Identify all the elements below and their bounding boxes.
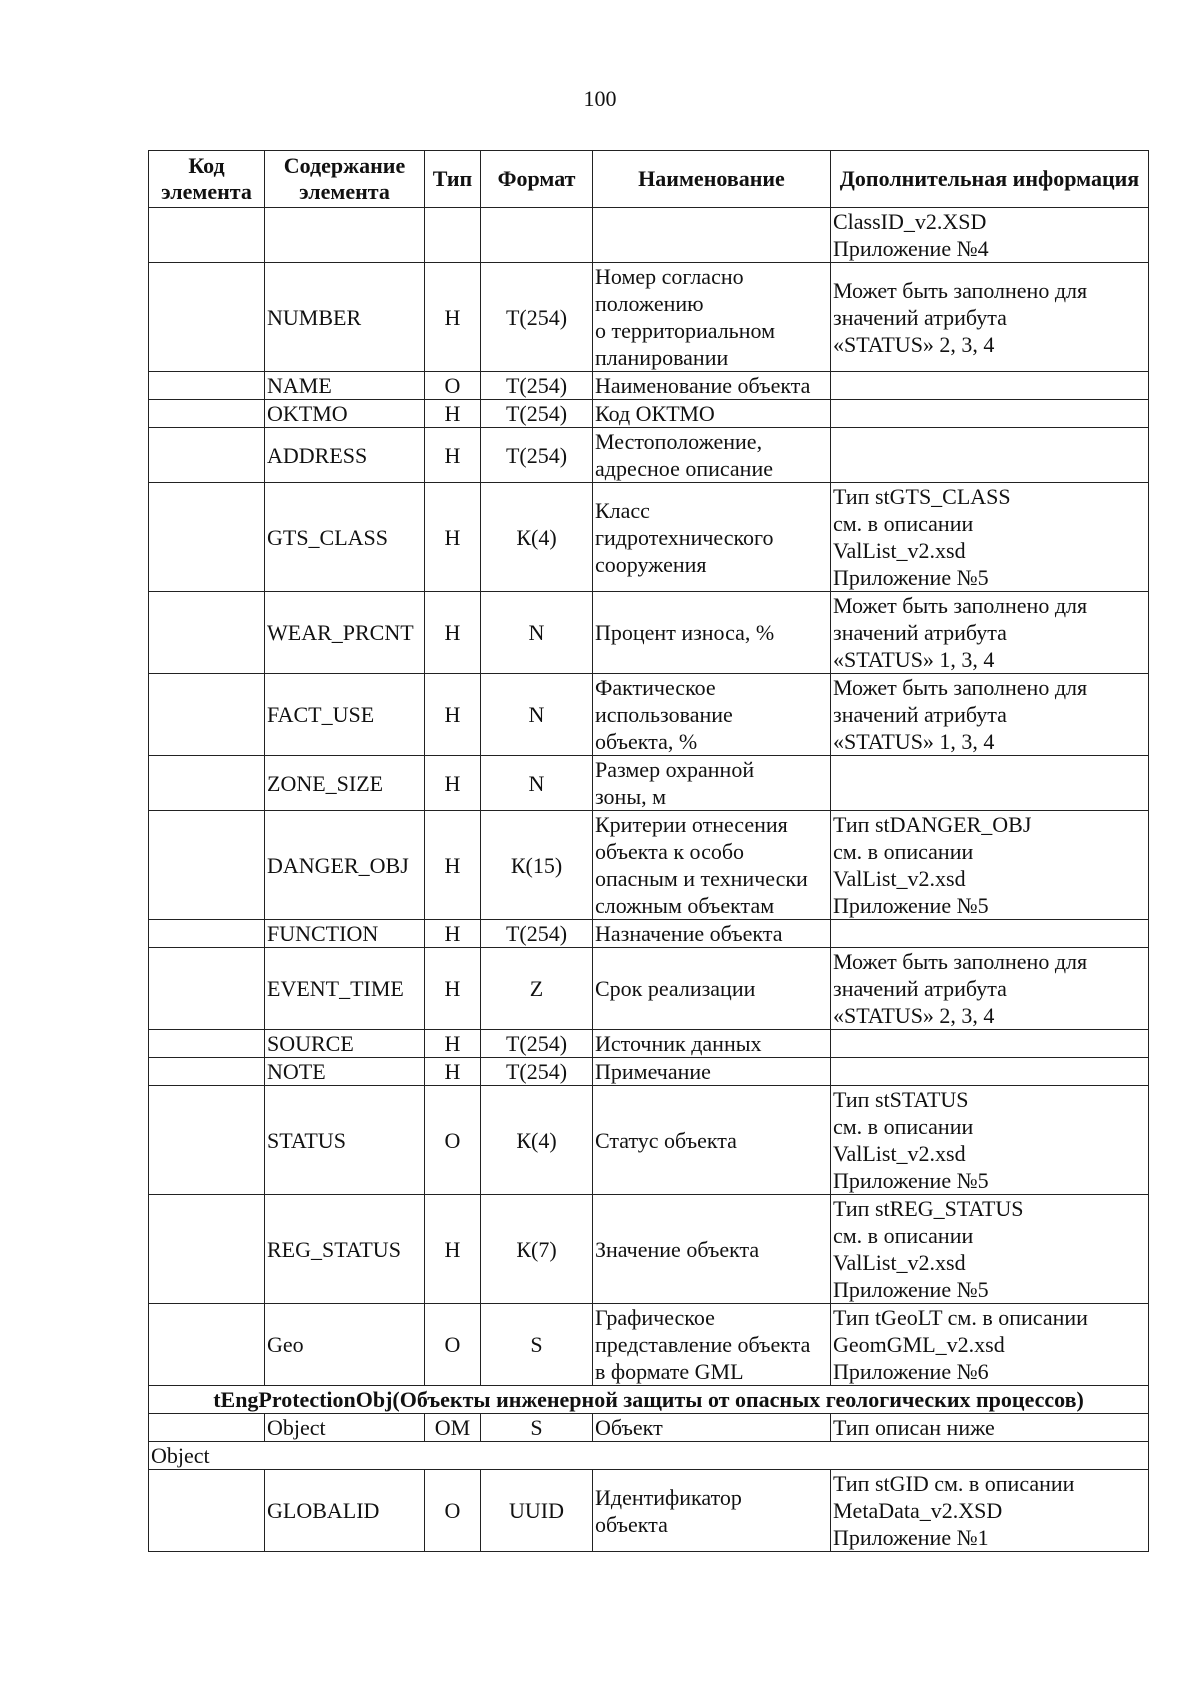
table-row [149,756,1149,811]
cell-type: Н [425,756,481,811]
cell-type: Н [425,674,481,756]
cell-format: N [481,674,593,756]
cell-format: Z [481,948,593,1030]
table-header [149,151,1149,208]
cell-content: ZONE_SIZE [265,756,425,811]
cell-type: Н [425,948,481,1030]
table-row [149,263,1149,372]
table-row [149,428,1149,483]
header-row [149,151,1149,208]
cell-content: EVENT_TIME [265,948,425,1030]
cell-info [831,920,1149,948]
table-row [149,948,1149,1030]
cell-code [149,948,265,1030]
cell-name: Идентификатор объекта [593,1470,831,1552]
cell-name: Объект [593,1414,831,1442]
attribute-table [148,150,1149,1552]
cell-format: S [481,1414,593,1442]
cell-code [149,1058,265,1086]
section-title: tEngProtectionObj(Объекты инженерной защиты от опасных геологических процессов) [149,1386,1149,1414]
cell-name: Назначение объекта [593,920,831,948]
cell-content: GLOBALID [265,1470,425,1552]
cell-info: Тип stGID см. в описании MetaData_v2.XSD Приложение №1 [831,1470,1149,1552]
header-info: Дополнительная информация [831,151,1149,208]
cell-info: Тип tGeoLT см. в описании GeomGML_v2.xsd Приложение №6 [831,1304,1149,1386]
cell-code [149,1030,265,1058]
cell-type: Н [425,483,481,592]
cell-format: К(15) [481,811,593,920]
cell-code [149,428,265,483]
table-row [149,400,1149,428]
table-row [149,483,1149,592]
header-format: Формат [481,151,593,208]
cell-name [593,208,831,263]
cell-format: К(4) [481,1086,593,1195]
cell-info: Может быть заполнено для значений атрибута «STATUS» 2, 3, 4 [831,263,1149,372]
cell-type: Н [425,1030,481,1058]
cell-name: Критерии отнесения объекта к особо опасным и технически сложным объектам [593,811,831,920]
cell-content: NUMBER [265,263,425,372]
cell-code [149,1414,265,1442]
cell-info: Может быть заполнено для значений атрибута «STATUS» 1, 3, 4 [831,674,1149,756]
cell-type: О [425,372,481,400]
cell-info [831,400,1149,428]
cell-format: N [481,756,593,811]
table-body [149,208,1149,1552]
header-code: Код элемента [149,151,265,208]
cell-code [149,1470,265,1552]
cell-code [149,400,265,428]
cell-type: Н [425,811,481,920]
cell-content: NAME [265,372,425,400]
cell-name: Источник данных [593,1030,831,1058]
cell-content: SOURCE [265,1030,425,1058]
cell-content: FUNCTION [265,920,425,948]
table-row [149,1030,1149,1058]
table-row [149,1058,1149,1086]
section-row [149,1386,1149,1414]
cell-content: OKTMO [265,400,425,428]
cell-code [149,920,265,948]
cell-info: Может быть заполнено для значений атрибута «STATUS» 2, 3, 4 [831,948,1149,1030]
cell-code [149,263,265,372]
cell-format: Т(254) [481,1058,593,1086]
label-row [149,1442,1149,1470]
cell-type: Н [425,400,481,428]
cell-content: Object [265,1414,425,1442]
cell-code [149,811,265,920]
cell-type: Н [425,428,481,483]
cell-info: Тип описан ниже [831,1414,1149,1442]
cell-name: Местоположение, адресное описание [593,428,831,483]
cell-info [831,428,1149,483]
cell-type: О [425,1304,481,1386]
cell-type: О [425,1470,481,1552]
header-type: Тип [425,151,481,208]
cell-format: Т(254) [481,372,593,400]
cell-info: ClassID_v2.XSD Приложение №4 [831,208,1149,263]
table-row [149,674,1149,756]
table-row [149,920,1149,948]
cell-format: UUID [481,1470,593,1552]
cell-format: Т(254) [481,1030,593,1058]
cell-content [265,208,425,263]
cell-info: Тип stSTATUS см. в описании ValList_v2.xsd Приложение №5 [831,1086,1149,1195]
cell-name: Размер охранной зоны, м [593,756,831,811]
cell-content: FACT_USE [265,674,425,756]
cell-info: Тип stREG_STATUS см. в описании ValList_v2.xsd Приложение №5 [831,1195,1149,1304]
cell-code [149,674,265,756]
cell-type: Н [425,1058,481,1086]
cell-content: Geo [265,1304,425,1386]
cell-format: S [481,1304,593,1386]
cell-name: Номер согласно положению о территориальном планировании [593,263,831,372]
table-row [149,1304,1149,1386]
table-row [149,1086,1149,1195]
header-name: Наименование [593,151,831,208]
cell-info [831,1030,1149,1058]
table-row [149,592,1149,674]
cell-content: ADDRESS [265,428,425,483]
cell-info [831,372,1149,400]
cell-format: Т(254) [481,263,593,372]
table-row [149,372,1149,400]
cell-content: DANGER_OBJ [265,811,425,920]
cell-code [149,372,265,400]
table-row [149,1414,1149,1442]
cell-type: Н [425,263,481,372]
cell-name: Примечание [593,1058,831,1086]
header-content: Содержание элемента [265,151,425,208]
cell-info [831,1058,1149,1086]
cell-format: Т(254) [481,400,593,428]
cell-info: Тип stDANGER_OBJ см. в описании ValList_v2.xsd Приложение №5 [831,811,1149,920]
cell-code [149,1086,265,1195]
cell-type: Н [425,920,481,948]
cell-type: ОМ [425,1414,481,1442]
cell-format [481,208,593,263]
cell-name: Наименование объекта [593,372,831,400]
cell-code [149,1304,265,1386]
cell-format: К(7) [481,1195,593,1304]
cell-format: Т(254) [481,920,593,948]
group-label: Object [149,1442,1149,1470]
cell-code [149,483,265,592]
cell-code [149,1195,265,1304]
cell-name: Значение объекта [593,1195,831,1304]
cell-type: Н [425,592,481,674]
cell-type [425,208,481,263]
cell-code [149,208,265,263]
cell-format: К(4) [481,483,593,592]
cell-name: Срок реализации [593,948,831,1030]
cell-info: Тип stGTS_CLASS см. в описании ValList_v2.xsd Приложение №5 [831,483,1149,592]
cell-content: GTS_CLASS [265,483,425,592]
table-row [149,1470,1149,1552]
table-row [149,811,1149,920]
cell-format: Т(254) [481,428,593,483]
cell-name: Статус объекта [593,1086,831,1195]
cell-name: Фактическое использование объекта, % [593,674,831,756]
cell-content: NOTE [265,1058,425,1086]
cell-name: Процент износа, % [593,592,831,674]
page-number: 100 [583,86,617,111]
cell-info: Может быть заполнено для значений атрибута «STATUS» 1, 3, 4 [831,592,1149,674]
table-row [149,1195,1149,1304]
cell-code [149,592,265,674]
cell-format: N [481,592,593,674]
cell-type: Н [425,1195,481,1304]
cell-name: Код ОКТМО [593,400,831,428]
cell-content: STATUS [265,1086,425,1195]
cell-type: О [425,1086,481,1195]
cell-info [831,756,1149,811]
cell-content: WEAR_PRCNT [265,592,425,674]
cell-name: Класс гидротехнического сооружения [593,483,831,592]
table-row [149,208,1149,263]
cell-content: REG_STATUS [265,1195,425,1304]
cell-code [149,756,265,811]
cell-name: Графическое представление объекта в формате GML [593,1304,831,1386]
